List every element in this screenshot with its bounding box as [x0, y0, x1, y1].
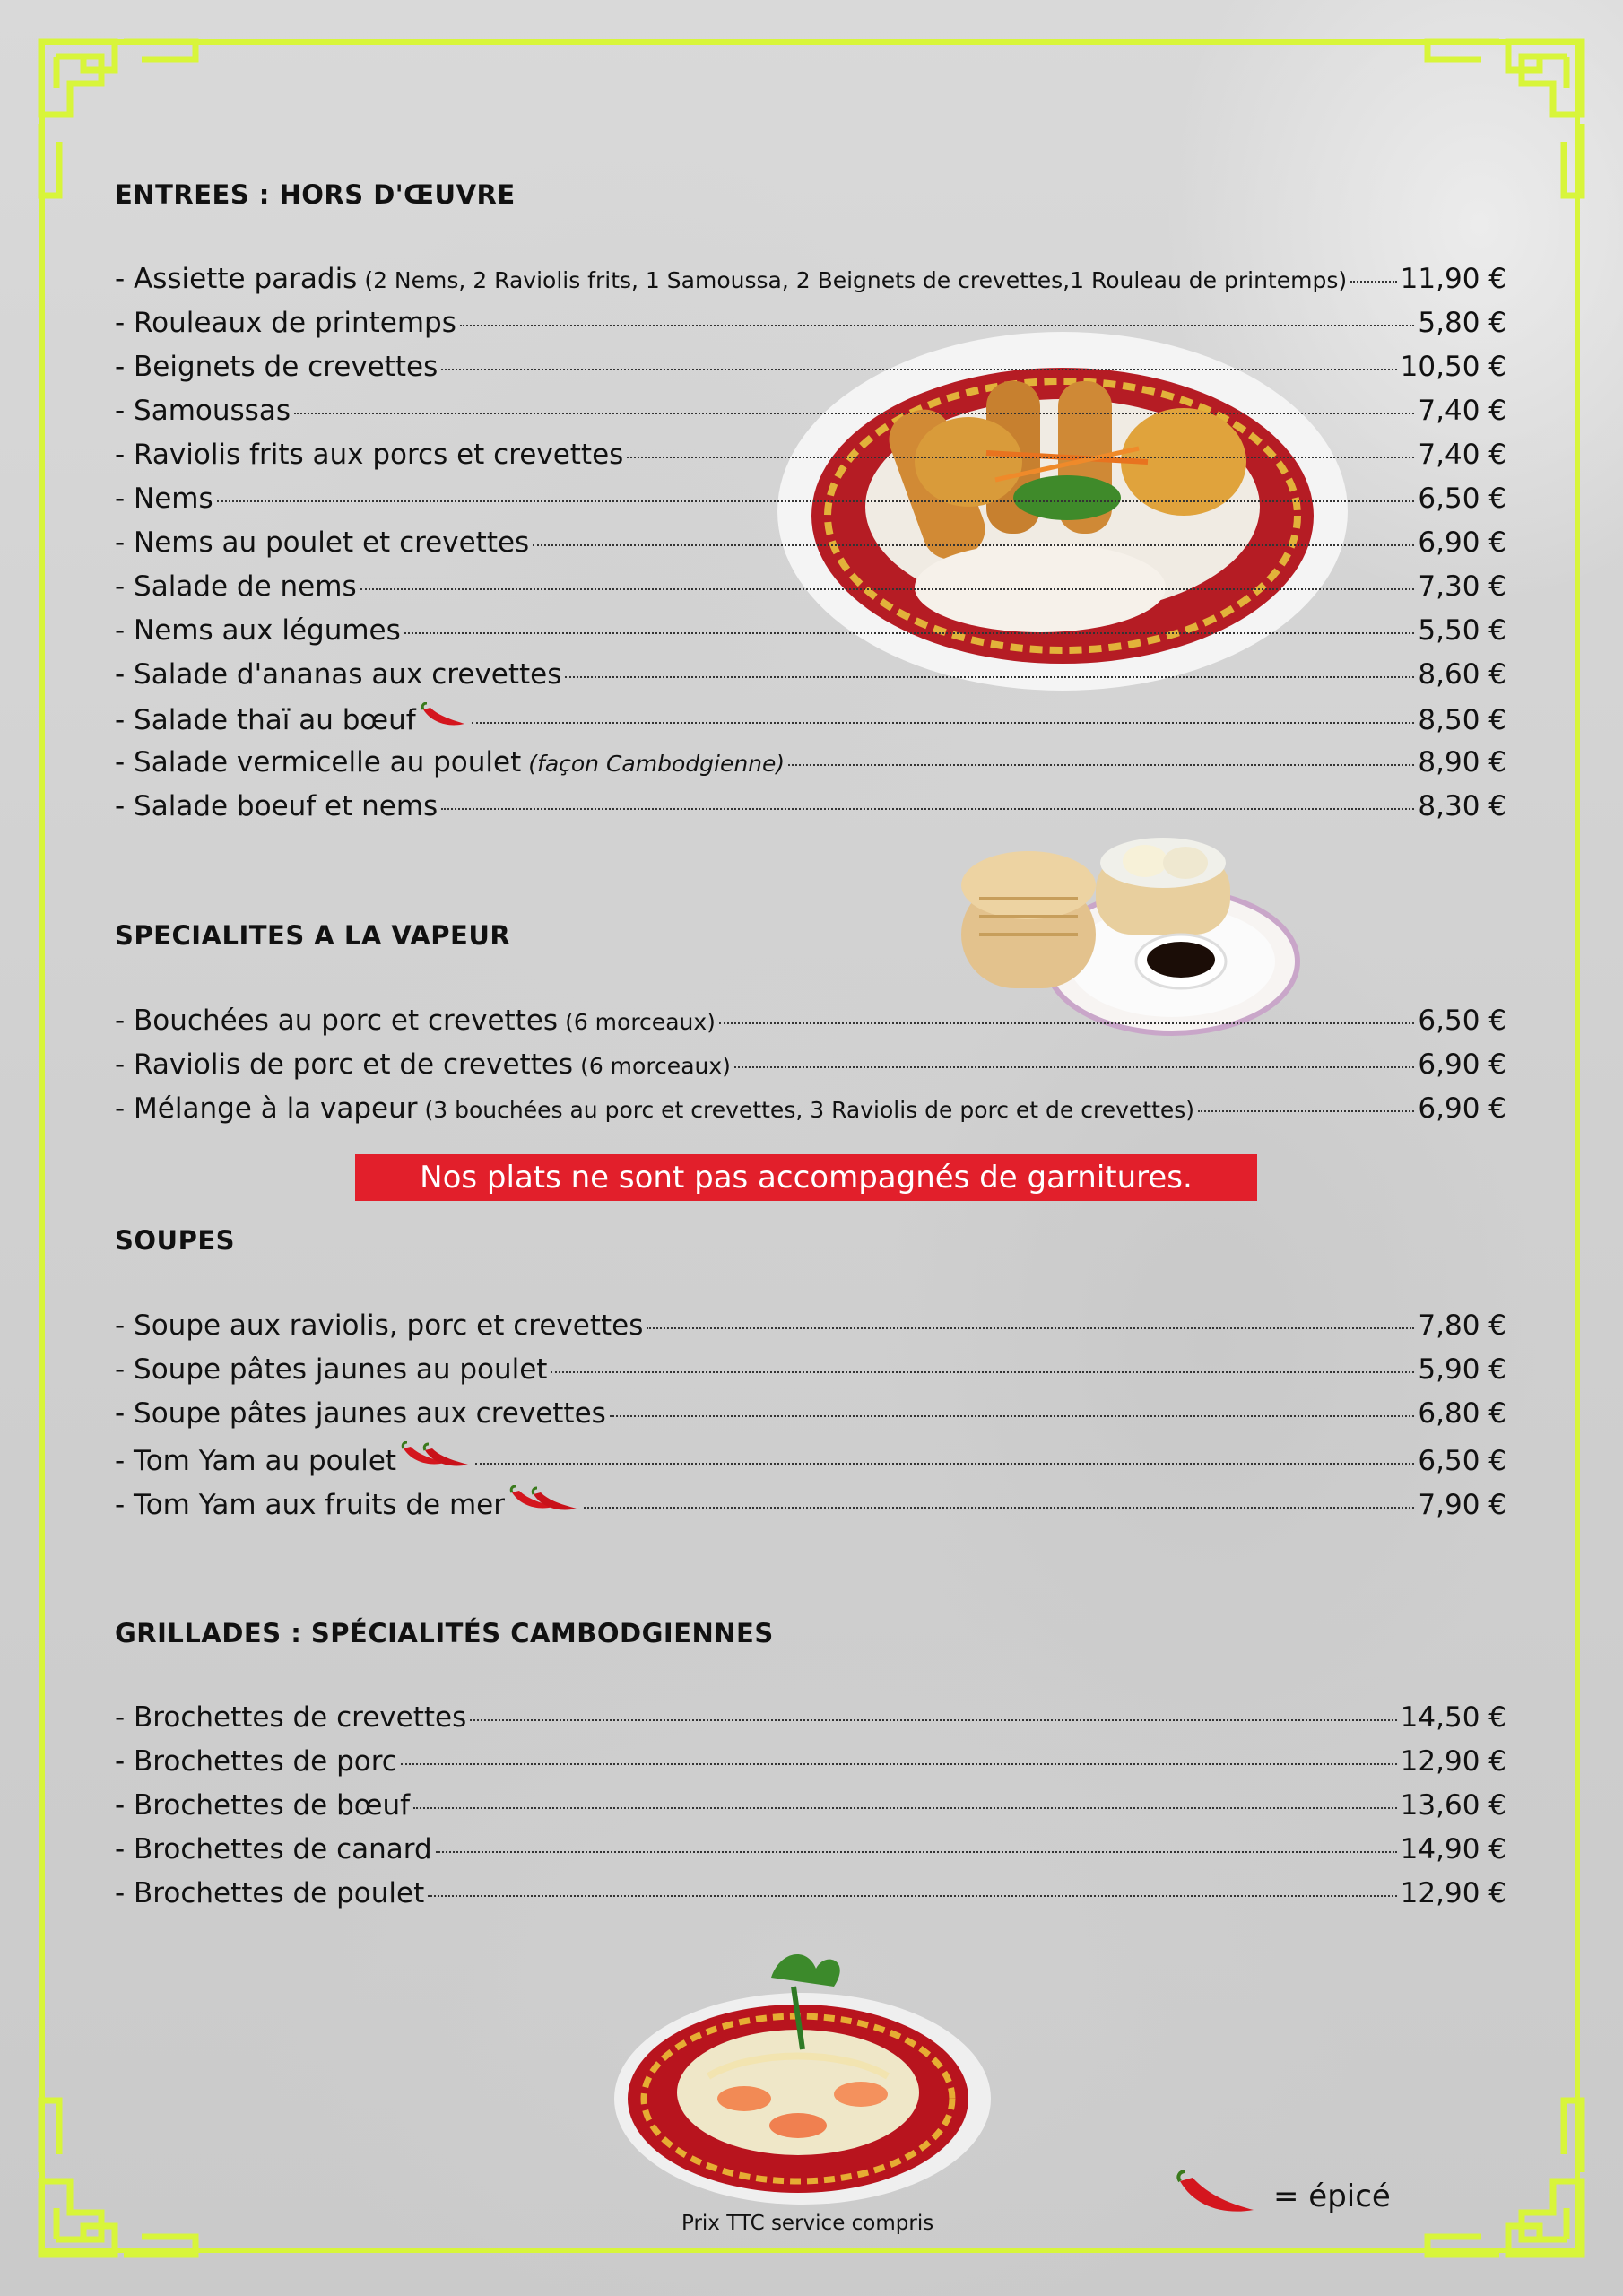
noodle-salad-photo — [610, 1942, 1009, 2211]
dot-leader — [470, 1719, 1396, 1721]
menu-item-detail: (façon Cambodgienne) — [528, 751, 785, 777]
menu-item-detail: (6 morceaux) — [580, 1053, 731, 1079]
menu-item-name: - Mélange à la vapeur — [115, 1092, 418, 1125]
dot-leader — [217, 500, 1415, 502]
menu-item-name: - Brochettes de bœuf — [115, 1789, 411, 1822]
dot-leader — [413, 1807, 1397, 1809]
menu-item-name: - Brochettes de crevettes — [115, 1701, 467, 1734]
menu-item-name: - Samoussas — [115, 395, 291, 427]
menu-item-name: - Soupe pâtes jaunes au poulet — [115, 1353, 548, 1386]
price-note: Prix TTC service compris — [681, 2212, 934, 2235]
menu-item-name: - Soupe pâtes jaunes aux crevettes — [115, 1397, 606, 1430]
chili-pepper-icon — [508, 1485, 580, 1514]
dot-leader — [788, 764, 1414, 766]
menu-item-price: 11,90 € — [1400, 263, 1506, 295]
dot-leader — [441, 808, 1414, 810]
dot-leader — [475, 1463, 1414, 1465]
dot-leader — [533, 544, 1414, 546]
dot-leader — [460, 325, 1415, 326]
section-title-grillades: GRILLADES : SPÉCIALITÉS CAMBODGIENNES — [115, 1618, 774, 1648]
menu-item-samoussas — [115, 395, 1506, 434]
menu-item-price: 8,90 € — [1418, 746, 1506, 778]
dot-leader — [647, 1327, 1414, 1329]
menu-item-price: 14,90 € — [1400, 1833, 1506, 1866]
menu-item-name: - Salade boeuf et nems — [115, 790, 438, 822]
menu-item-name: - Assiette paradis — [115, 263, 358, 295]
dot-leader — [584, 1507, 1414, 1509]
dot-leader — [565, 676, 1414, 678]
spicy-legend-text: = épicé — [1273, 2179, 1391, 2214]
menu-item-raviolis-vapeur — [115, 1048, 1506, 1088]
menu-item-price: 5,80 € — [1418, 307, 1506, 339]
corner-ornament-top-right — [1419, 34, 1589, 204]
menu-item-name: - Beignets de crevettes — [115, 351, 438, 383]
menu-item-price: 7,40 € — [1418, 395, 1506, 427]
menu-item-soupe-pates-crevettes — [115, 1397, 1506, 1437]
menu-item-name: - Brochettes de porc — [115, 1745, 397, 1778]
menu-item-soupe-pates-poulet — [115, 1353, 1506, 1393]
menu-item-name: - Rouleaux de printemps — [115, 307, 456, 339]
menu-item-brochettes-porc — [115, 1745, 1506, 1785]
menu-item-name: - Nems — [115, 483, 213, 515]
chili-pepper-icon — [400, 1441, 472, 1470]
menu-item-name: - Salade d'ananas aux crevettes — [115, 658, 562, 691]
menu-item-brochettes-boeuf — [115, 1789, 1506, 1829]
menu-item-detail: (2 Nems, 2 Raviolis frits, 1 Samoussa, 2 Beignets de crevettes,1 Rouleau de printemps) — [364, 267, 1348, 293]
menu-item-name: - Bouchées au porc et crevettes — [115, 1004, 559, 1037]
menu-item-brochettes-poulet — [115, 1877, 1506, 1917]
menu-item-brochettes-canard — [115, 1833, 1506, 1873]
menu-item-tom-yam-poulet — [115, 1441, 1506, 1481]
menu-item-name: - Raviolis de porc et de crevettes — [115, 1048, 574, 1081]
corner-ornament-bottom-right — [1419, 2092, 1589, 2262]
menu-item-price: 7,30 € — [1418, 570, 1506, 603]
menu-item-name: - Salade de nems — [115, 570, 357, 603]
dot-leader — [610, 1415, 1415, 1417]
menu-item-price: 6,90 € — [1418, 526, 1506, 559]
menu-item-salade-de-nems — [115, 570, 1506, 610]
menu-item-assiette-paradis — [115, 263, 1506, 302]
garnish-notice-banner: Nos plats ne sont pas accompagnés de garnitures. — [355, 1154, 1257, 1201]
dot-leader — [436, 1851, 1397, 1853]
menu-item-melange-vapeur — [115, 1092, 1506, 1132]
dot-leader — [472, 722, 1415, 724]
menu-item-salade-ananas — [115, 658, 1506, 698]
section-title-entrees: ENTREES : HORS D'ŒUVRE — [115, 179, 516, 210]
menu-item-salade-vermicelle — [115, 746, 1506, 786]
menu-item-name: - Brochettes de canard — [115, 1833, 432, 1866]
chili-pepper-icon — [420, 702, 468, 729]
menu-item-name: - Nems au poulet et crevettes — [115, 526, 530, 559]
dot-leader — [441, 369, 1396, 370]
menu-item-name: - Brochettes de poulet — [115, 1877, 425, 1909]
menu-item-beignets-de-crevettes — [115, 351, 1506, 390]
dot-leader — [404, 632, 1415, 634]
menu-item-price: 6,50 € — [1418, 1445, 1506, 1477]
dot-leader — [734, 1066, 1414, 1068]
menu-item-nems-poulet-crevettes — [115, 526, 1506, 566]
dot-leader — [1350, 281, 1397, 283]
menu-item-price: 8,60 € — [1418, 658, 1506, 691]
dot-leader — [294, 413, 1414, 414]
menu-item-soupe-raviolis — [115, 1309, 1506, 1349]
menu-item-detail: (6 morceaux) — [565, 1009, 716, 1035]
menu-item-price: 5,50 € — [1418, 614, 1506, 647]
menu-item-name: - Soupe aux raviolis, porc et crevettes — [115, 1309, 644, 1342]
menu-item-price: 8,30 € — [1418, 790, 1506, 822]
menu-item-price: 12,90 € — [1400, 1877, 1506, 1909]
menu-item-price: 10,50 € — [1400, 351, 1506, 383]
dot-leader — [627, 457, 1414, 458]
menu-item-price: 12,90 € — [1400, 1745, 1506, 1778]
dot-leader — [551, 1371, 1414, 1373]
corner-ornament-bottom-left — [34, 2092, 204, 2262]
menu-item-rouleaux-de-printemps — [115, 307, 1506, 346]
menu-item-price: 6,50 € — [1418, 483, 1506, 515]
menu-item-price: 13,60 € — [1400, 1789, 1506, 1822]
menu-item-name: - Raviolis frits aux porcs et crevettes — [115, 439, 624, 471]
menu-item-brochettes-crevettes — [115, 1701, 1506, 1741]
menu-item-name: - Nems aux légumes — [115, 614, 401, 647]
menu-item-price: 7,40 € — [1418, 439, 1506, 471]
dot-leader — [428, 1895, 1396, 1897]
menu-item-price: 7,80 € — [1418, 1309, 1506, 1342]
section-title-soupes: SOUPES — [115, 1225, 236, 1256]
menu-item-nems-legumes — [115, 614, 1506, 654]
dot-leader — [360, 588, 1415, 590]
menu-item-tom-yam-fruits-de-mer — [115, 1485, 1506, 1525]
menu-item-price: 6,50 € — [1418, 1004, 1506, 1037]
menu-item-price: 6,90 € — [1418, 1048, 1506, 1081]
menu-item-salade-thai-boeuf — [115, 702, 1506, 742]
menu-item-price: 14,50 € — [1400, 1701, 1506, 1734]
menu-item-name: - Salade vermicelle au poulet — [115, 746, 522, 778]
menu-item-price: 5,90 € — [1418, 1353, 1506, 1386]
menu-item-bouchees — [115, 1004, 1506, 1044]
spicy-legend — [1175, 2170, 1391, 2222]
menu-item-detail: (3 bouchées au porc et crevettes, 3 Raviolis de porc et de crevettes) — [424, 1097, 1195, 1123]
dot-leader — [401, 1763, 1397, 1765]
menu-item-name: - Tom Yam aux fruits de mer — [115, 1489, 505, 1521]
chili-pepper-icon — [1175, 2170, 1257, 2222]
menu-item-price: 6,90 € — [1418, 1092, 1506, 1125]
section-title-vapeur: SPECIALITES A LA VAPEUR — [115, 920, 511, 951]
dot-leader — [719, 1022, 1414, 1024]
menu-item-raviolis-frits — [115, 439, 1506, 478]
menu-item-name: - Tom Yam au poulet — [115, 1445, 397, 1477]
menu-item-salade-boeuf-nems — [115, 790, 1506, 830]
menu-item-name: - Salade thaï au bœuf — [115, 704, 416, 736]
dot-leader — [1198, 1110, 1414, 1112]
menu-item-nems — [115, 483, 1506, 522]
menu-item-price: 7,90 € — [1418, 1489, 1506, 1521]
menu-item-price: 8,50 € — [1418, 704, 1506, 736]
menu-item-price: 6,80 € — [1418, 1397, 1506, 1430]
